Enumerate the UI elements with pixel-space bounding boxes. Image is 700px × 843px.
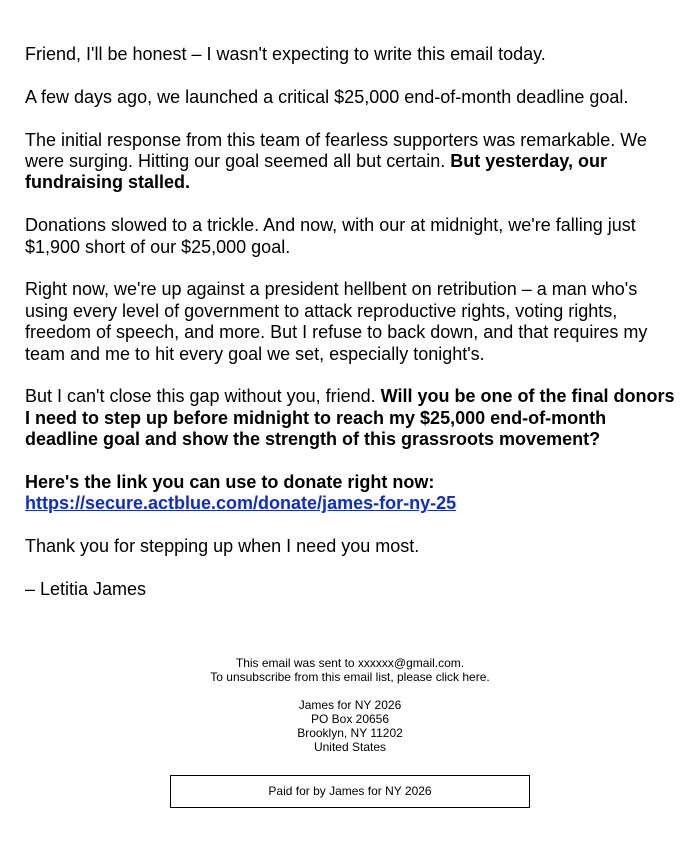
sent-to-text: This email was sent to xxxxxx@gmail.com. (235, 656, 465, 670)
link-intro: Here's the link you can use to donate right now: (25, 472, 435, 493)
paid-for-disclaimer: Paid for by James for NY 2026 (170, 775, 530, 808)
paragraph-thanks: Thank you for stepping up when I need you most. (25, 536, 420, 557)
paragraph-ask (25, 386, 680, 450)
address-line: Brooklyn, NY 11202 (297, 726, 403, 740)
paragraph-president: Right now, we're up against a president hellbent on retribution – a man who's using every level of government to attack reproductive rights, voting rights, freedom of speech, and more. But I refuse to back down, and that requires my team and me to hit every goal we set, especially tonight's. (25, 279, 648, 364)
paragraph-bold: Will you be one of the final donors I need to step up before midnight to reach my $25,000 end-of-month deadline goal and show the strength of this grassroots movement? (25, 386, 675, 450)
donate-link[interactable]: https://secure.actblue.com/donate/james-for-ny-25 (25, 493, 457, 514)
paragraph-greeting: Friend, I'll be honest – I wasn't expecting to write this email today. (25, 44, 546, 64)
footer-notice (0, 656, 700, 684)
address-line: James for NY 2026 (298, 698, 402, 712)
paragraph-bold: But yesterday, our fundraising stalled. (25, 151, 607, 193)
address-line: United States (313, 740, 387, 754)
paragraph-goal: A few days ago, we launched a critical $25,000 end-of-month deadline goal. (25, 86, 629, 107)
paragraph-link (25, 472, 680, 515)
paragraph-response (25, 130, 680, 194)
email-footer (0, 656, 700, 768)
unsubscribe-prefix: To unsubscribe from this email list, please (210, 670, 436, 684)
paragraph-text: The initial response from this team of fearless supporters was remarkable. We were surging. Hitting our goal seemed all but certain. (25, 129, 647, 171)
unsubscribe-suffix: . (486, 670, 490, 684)
address-line: PO Box 20656 (310, 712, 390, 726)
unsubscribe-link[interactable]: click here (435, 670, 487, 684)
email-body (25, 44, 680, 622)
mailing-address (0, 698, 700, 754)
signature: – Letitia James (25, 579, 147, 600)
paragraph-text: But I can't close this gap without you, friend. (25, 386, 381, 407)
paragraph-donations: Donations slowed to a trickle. And now, with our at midnight, we're falling just $1,900 short of our $25,000 goal. (25, 215, 636, 257)
